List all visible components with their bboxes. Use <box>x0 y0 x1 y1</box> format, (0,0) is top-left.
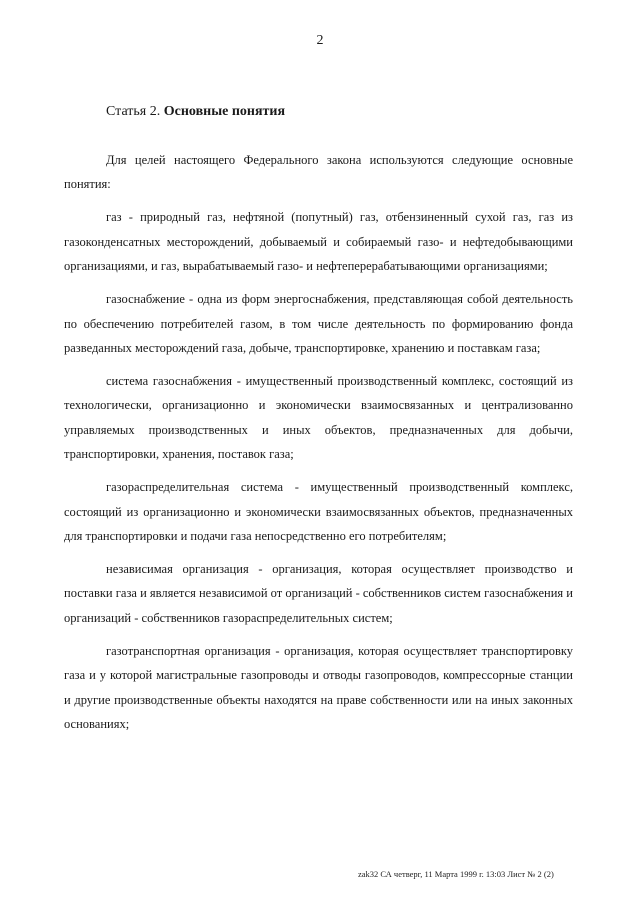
definition-independent-organization: независимая организация - организация, которая осуществляет производство и поставки газа и является независимой от организаций - собственников систем газоснабжения и организаций - собственников газораспределительных систем; <box>64 562 573 625</box>
definition-gas-transport-organization: газотранспортная организация - организация, которая осуществляет транспортировку газа и у которой магистральные газопроводы и отводы газопроводов, компрессорные станции и другие производственные объекты находятся на праве собственности или на иных законных основаниях; <box>64 643 573 732</box>
definition-gas-distribution-system: газораспределительная система - имущественный производственный комплекс, состоящий из организационно и экономически взаимосвязанных объектов, предназначенных для транспортировки и подачи газа непосредственно его потребителям; <box>64 480 573 544</box>
page-footer: zak32 СА четверг, 11 Марта 1999 г. 13:03 Лист № 2 (2) <box>358 869 554 879</box>
article-label: Статья 2. <box>106 104 161 119</box>
article-body <box>64 148 573 745</box>
definition-gas-supply: газоснабжение - одна из форм энергоснабжения, представляющая собой деятельность по обеспечению потребителей газом, в том числе деятельность по формированию фонда разведанных месторождений газа, добыче, транспортировке, хранению и поставкам газа; <box>64 292 573 356</box>
article-heading <box>106 104 285 120</box>
page-number: 2 <box>316 33 324 48</box>
definition-gas: газ - природный газ, нефтяной (попутный) газ, отбензиненный сухой газ, газ из газоконденсатных месторождений, добываемый и собираемый газо- и нефтедобывающими организациями, и газ, вырабатываемый газо- и нефтеперерабатывающими организациями; <box>64 210 573 274</box>
article-title: Основные понятия <box>163 104 286 119</box>
intro-paragraph: Для целей настоящего Федерального закона используются следующие основные понятия: <box>64 153 573 192</box>
definition-gas-supply-system: система газоснабжения - имущественный производственный комплекс, состоящий из технологически, организационно и экономически взаимосвязанных и централизованно управляемых производственных и иных объектов, предназначенных для добычи, транспортировки, хранения, поставок газа; <box>64 374 573 462</box>
